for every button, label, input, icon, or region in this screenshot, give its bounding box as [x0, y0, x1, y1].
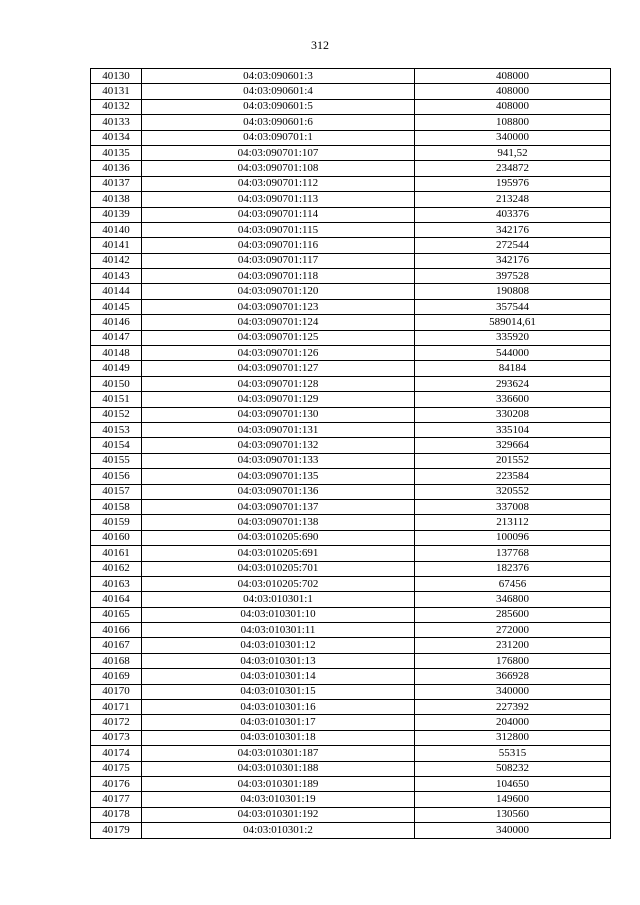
value-cell: 213248 — [415, 192, 611, 207]
cadastral-number-cell: 04:03:090701:107 — [142, 145, 415, 160]
value-cell: 337008 — [415, 499, 611, 514]
row-number-cell: 40177 — [91, 792, 142, 807]
row-number-cell: 40135 — [91, 145, 142, 160]
table-row — [91, 284, 611, 299]
row-number-cell: 40171 — [91, 700, 142, 715]
table-row — [91, 515, 611, 530]
row-number-cell: 40150 — [91, 376, 142, 391]
cadastral-number-cell: 04:03:010301:192 — [142, 807, 415, 822]
cadastral-number-cell: 04:03:010301:189 — [142, 776, 415, 791]
cadastral-number-cell: 04:03:090701:127 — [142, 361, 415, 376]
row-number-cell: 40130 — [91, 69, 142, 84]
value-cell: 403376 — [415, 207, 611, 222]
value-cell: 312800 — [415, 730, 611, 745]
table-row — [91, 499, 611, 514]
cadastral-number-cell: 04:03:090701:128 — [142, 376, 415, 391]
row-number-cell: 40158 — [91, 499, 142, 514]
value-cell: 234872 — [415, 161, 611, 176]
value-cell: 340000 — [415, 823, 611, 838]
cadastral-number-cell: 04:03:090701:129 — [142, 392, 415, 407]
table-row — [91, 807, 611, 822]
table-row — [91, 269, 611, 284]
row-number-cell: 40178 — [91, 807, 142, 822]
cadastral-number-cell: 04:03:010205:701 — [142, 561, 415, 576]
table-row — [91, 761, 611, 776]
row-number-cell: 40163 — [91, 576, 142, 591]
value-cell: 55315 — [415, 746, 611, 761]
value-cell: 195976 — [415, 176, 611, 191]
value-cell: 231200 — [415, 638, 611, 653]
cadastral-number-cell: 04:03:090601:3 — [142, 69, 415, 84]
cadastral-number-cell: 04:03:010301:13 — [142, 653, 415, 668]
cadastral-number-cell: 04:03:090601:4 — [142, 84, 415, 99]
row-number-cell: 40169 — [91, 669, 142, 684]
value-cell: 330208 — [415, 407, 611, 422]
cadastral-number-cell: 04:03:010301:188 — [142, 761, 415, 776]
value-cell: 137768 — [415, 546, 611, 561]
cadastral-number-cell: 04:03:090701:114 — [142, 207, 415, 222]
value-cell: 340000 — [415, 130, 611, 145]
row-number-cell: 40173 — [91, 730, 142, 745]
table-row — [91, 576, 611, 591]
table-row — [91, 422, 611, 437]
row-number-cell: 40170 — [91, 684, 142, 699]
row-number-cell: 40174 — [91, 746, 142, 761]
row-number-cell: 40148 — [91, 346, 142, 361]
table-row — [91, 730, 611, 745]
table-row — [91, 438, 611, 453]
value-cell: 176800 — [415, 653, 611, 668]
row-number-cell: 40159 — [91, 515, 142, 530]
row-number-cell: 40142 — [91, 253, 142, 268]
table-row — [91, 607, 611, 622]
table-row — [91, 684, 611, 699]
row-number-cell: 40137 — [91, 176, 142, 191]
cadastral-number-cell: 04:03:010301:14 — [142, 669, 415, 684]
row-number-cell: 40133 — [91, 115, 142, 130]
cadastral-number-cell: 04:03:090701:132 — [142, 438, 415, 453]
table-row — [91, 361, 611, 376]
table-row — [91, 407, 611, 422]
table-row — [91, 207, 611, 222]
value-cell: 544000 — [415, 346, 611, 361]
value-cell: 335920 — [415, 330, 611, 345]
cadastral-number-cell: 04:03:090701:133 — [142, 453, 415, 468]
value-cell: 340000 — [415, 684, 611, 699]
cadastral-number-cell: 04:03:090601:5 — [142, 99, 415, 114]
value-cell: 357544 — [415, 299, 611, 314]
value-cell: 67456 — [415, 576, 611, 591]
cadastral-number-cell: 04:03:010301:187 — [142, 746, 415, 761]
table-row — [91, 299, 611, 314]
table-row — [91, 130, 611, 145]
table-row — [91, 669, 611, 684]
table-row — [91, 330, 611, 345]
value-cell: 108800 — [415, 115, 611, 130]
row-number-cell: 40162 — [91, 561, 142, 576]
table-row — [91, 161, 611, 176]
row-number-cell: 40149 — [91, 361, 142, 376]
row-number-cell: 40155 — [91, 453, 142, 468]
cadastral-number-cell: 04:03:010205:690 — [142, 530, 415, 545]
row-number-cell: 40166 — [91, 623, 142, 638]
cadastral-number-cell: 04:03:090701:125 — [142, 330, 415, 345]
table-row — [91, 623, 611, 638]
value-cell: 335104 — [415, 422, 611, 437]
value-cell: 104650 — [415, 776, 611, 791]
table-row — [91, 561, 611, 576]
value-cell: 366928 — [415, 669, 611, 684]
table-row — [91, 192, 611, 207]
value-cell: 272544 — [415, 238, 611, 253]
table-row — [91, 484, 611, 499]
cadastral-number-cell: 04:03:010301:2 — [142, 823, 415, 838]
table-body — [91, 69, 611, 839]
row-number-cell: 40156 — [91, 469, 142, 484]
row-number-cell: 40134 — [91, 130, 142, 145]
table-row — [91, 530, 611, 545]
table-row — [91, 392, 611, 407]
table-row — [91, 145, 611, 160]
table-row — [91, 823, 611, 838]
cadastral-number-cell: 04:03:010301:1 — [142, 592, 415, 607]
value-cell: 227392 — [415, 700, 611, 715]
cadastral-number-cell: 04:03:090701:108 — [142, 161, 415, 176]
table-row — [91, 69, 611, 84]
cadastral-number-cell: 04:03:090701:120 — [142, 284, 415, 299]
value-cell: 182376 — [415, 561, 611, 576]
table-row — [91, 376, 611, 391]
value-cell: 84184 — [415, 361, 611, 376]
table-row — [91, 746, 611, 761]
page-number: 312 — [311, 38, 329, 52]
table-row — [91, 715, 611, 730]
row-number-cell: 40139 — [91, 207, 142, 222]
row-number-cell: 40145 — [91, 299, 142, 314]
value-cell: 223584 — [415, 469, 611, 484]
cadastral-number-cell: 04:03:090701:116 — [142, 238, 415, 253]
cadastral-number-cell: 04:03:010301:18 — [142, 730, 415, 745]
value-cell: 285600 — [415, 607, 611, 622]
row-number-cell: 40152 — [91, 407, 142, 422]
table-row — [91, 792, 611, 807]
value-cell: 293624 — [415, 376, 611, 391]
table-row — [91, 638, 611, 653]
cadastral-number-cell: 04:03:010301:16 — [142, 700, 415, 715]
cadastral-number-cell: 04:03:090701:113 — [142, 192, 415, 207]
row-number-cell: 40179 — [91, 823, 142, 838]
value-cell: 130560 — [415, 807, 611, 822]
cadastral-number-cell: 04:03:090701:123 — [142, 299, 415, 314]
cadastral-number-cell: 04:03:090701:137 — [142, 499, 415, 514]
row-number-cell: 40143 — [91, 269, 142, 284]
cadastral-number-cell: 04:03:090701:117 — [142, 253, 415, 268]
row-number-cell: 40165 — [91, 607, 142, 622]
cadastral-number-cell: 04:03:010301:11 — [142, 623, 415, 638]
cadastral-number-cell: 04:03:010301:10 — [142, 607, 415, 622]
cadastral-number-cell: 04:03:090601:6 — [142, 115, 415, 130]
row-number-cell: 40161 — [91, 546, 142, 561]
value-cell: 329664 — [415, 438, 611, 453]
value-cell: 342176 — [415, 253, 611, 268]
cadastral-number-cell: 04:03:010301:15 — [142, 684, 415, 699]
cadastral-number-cell: 04:03:010301:17 — [142, 715, 415, 730]
row-number-cell: 40153 — [91, 422, 142, 437]
value-cell: 408000 — [415, 84, 611, 99]
value-cell: 346800 — [415, 592, 611, 607]
row-number-cell: 40144 — [91, 284, 142, 299]
table-row — [91, 653, 611, 668]
table-row — [91, 222, 611, 237]
row-number-cell: 40175 — [91, 761, 142, 776]
row-number-cell: 40132 — [91, 99, 142, 114]
cadastral-number-cell: 04:03:090701:131 — [142, 422, 415, 437]
cadastral-number-cell: 04:03:090701:135 — [142, 469, 415, 484]
cadastral-number-cell: 04:03:010205:702 — [142, 576, 415, 591]
cadastral-number-cell: 04:03:010301:19 — [142, 792, 415, 807]
row-number-cell: 40168 — [91, 653, 142, 668]
value-cell: 204000 — [415, 715, 611, 730]
cadastral-number-cell: 04:03:090701:130 — [142, 407, 415, 422]
cadastral-table — [90, 68, 611, 839]
cadastral-number-cell: 04:03:090701:1 — [142, 130, 415, 145]
table-row — [91, 84, 611, 99]
value-cell: 397528 — [415, 269, 611, 284]
table-row — [91, 315, 611, 330]
value-cell: 213112 — [415, 515, 611, 530]
row-number-cell: 40140 — [91, 222, 142, 237]
value-cell: 190808 — [415, 284, 611, 299]
table-row — [91, 453, 611, 468]
value-cell: 272000 — [415, 623, 611, 638]
row-number-cell: 40151 — [91, 392, 142, 407]
row-number-cell: 40172 — [91, 715, 142, 730]
cadastral-number-cell: 04:03:090701:126 — [142, 346, 415, 361]
table-row — [91, 592, 611, 607]
cadastral-number-cell: 04:03:090701:112 — [142, 176, 415, 191]
value-cell: 336600 — [415, 392, 611, 407]
table-row — [91, 546, 611, 561]
table-row — [91, 115, 611, 130]
table-row — [91, 99, 611, 114]
row-number-cell: 40167 — [91, 638, 142, 653]
value-cell: 408000 — [415, 99, 611, 114]
cadastral-number-cell: 04:03:090701:136 — [142, 484, 415, 499]
cadastral-number-cell: 04:03:090701:115 — [142, 222, 415, 237]
value-cell: 408000 — [415, 69, 611, 84]
value-cell: 201552 — [415, 453, 611, 468]
value-cell: 508232 — [415, 761, 611, 776]
row-number-cell: 40138 — [91, 192, 142, 207]
row-number-cell: 40131 — [91, 84, 142, 99]
table-row — [91, 776, 611, 791]
row-number-cell: 40146 — [91, 315, 142, 330]
value-cell: 100096 — [415, 530, 611, 545]
cadastral-number-cell: 04:03:090701:118 — [142, 269, 415, 284]
value-cell: 589014,61 — [415, 315, 611, 330]
cadastral-number-cell: 04:03:010205:691 — [142, 546, 415, 561]
value-cell: 320552 — [415, 484, 611, 499]
value-cell: 941,52 — [415, 145, 611, 160]
row-number-cell: 40154 — [91, 438, 142, 453]
table-row — [91, 253, 611, 268]
cadastral-number-cell: 04:03:090701:124 — [142, 315, 415, 330]
table-row — [91, 346, 611, 361]
value-cell: 342176 — [415, 222, 611, 237]
row-number-cell: 40157 — [91, 484, 142, 499]
row-number-cell: 40147 — [91, 330, 142, 345]
cadastral-number-cell: 04:03:010301:12 — [142, 638, 415, 653]
table-row — [91, 700, 611, 715]
row-number-cell: 40164 — [91, 592, 142, 607]
row-number-cell: 40141 — [91, 238, 142, 253]
row-number-cell: 40176 — [91, 776, 142, 791]
cadastral-number-cell: 04:03:090701:138 — [142, 515, 415, 530]
table-row — [91, 238, 611, 253]
row-number-cell: 40160 — [91, 530, 142, 545]
table-row — [91, 469, 611, 484]
row-number-cell: 40136 — [91, 161, 142, 176]
table-row — [91, 176, 611, 191]
value-cell: 149600 — [415, 792, 611, 807]
